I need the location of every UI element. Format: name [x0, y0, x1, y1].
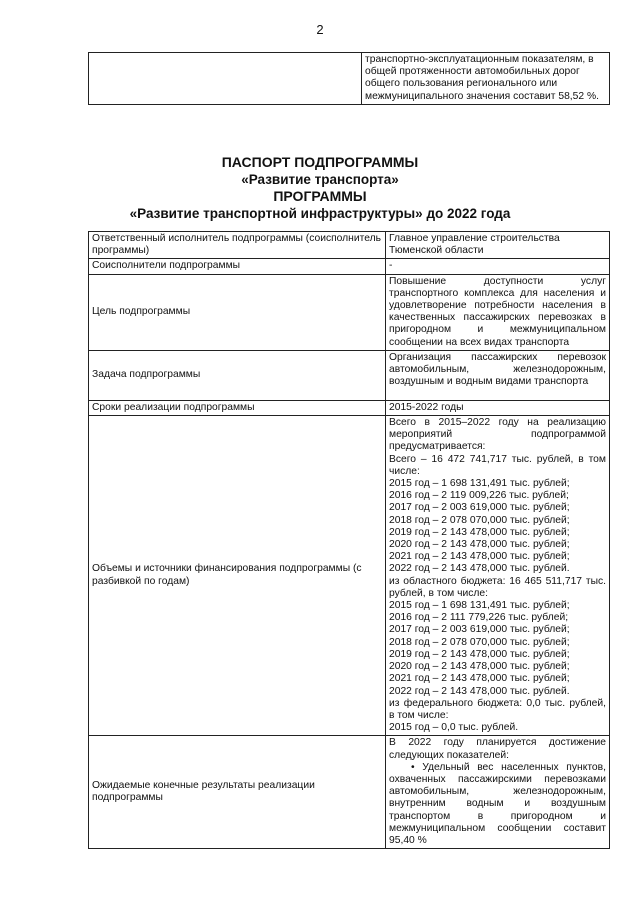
row-label: Задача подпрограммы	[89, 350, 386, 400]
empty-cell	[89, 53, 362, 105]
results-cell	[386, 736, 610, 849]
year-line: 2019 год – 2 143 478,000 тыс. рублей;	[389, 526, 570, 538]
federal-budget: из федерального бюджета: 0,0 тыс. рублей, в том числе:	[389, 697, 606, 721]
year-line: 2018 год – 2 078 070,000 тыс. рублей;	[389, 636, 570, 648]
results-bullet: • Удельный вес населенных пунктов, охваченных пассажирскими перевозками автомобильным, железнодорожным, внутренним водным и воздушным транспортом в пригородном и межмуниципальном сообщении составит 95,40 %	[389, 761, 606, 846]
row-value: Организация пассажирских перевозок автомобильным, железнодорожным, воздушным и водным видами транспорта	[386, 350, 610, 400]
title-line-3: ПРОГРАММЫ	[273, 188, 367, 204]
row-value: 2015-2022 годы	[386, 400, 610, 415]
table-row	[89, 259, 610, 274]
year-line: 2022 год – 2 143 478,000 тыс. рублей.	[389, 563, 570, 575]
page-number: 2	[316, 22, 324, 37]
row-label: Ответственный исполнитель подпрограммы (соисполнитель программы)	[89, 232, 386, 259]
year-line: 2016 год – 2 119 009,226 тыс. рублей;	[389, 490, 569, 502]
year-line: 2021 год – 2 143 478,000 тыс. рублей;	[389, 673, 570, 685]
results-intro: В 2022 году планируется достижение следующих показателей:	[389, 737, 606, 761]
passport-table	[88, 231, 610, 849]
row-value: Повышение доступности услуг транспортного комплекса для населения и удовлетворение потребности населения в качественных пассажирских перевозках в пригородном и межмуниципальном сообщении на всех видах транспорта	[386, 274, 610, 350]
row-label: Объемы и источники финансирования подпрограммы (с разбивкой по годам)	[89, 416, 386, 736]
year-line: 2016 год – 2 111 779,226 тыс. рублей;	[389, 612, 569, 624]
table-row	[89, 274, 610, 350]
table-row	[89, 350, 610, 400]
year-line: 2015 год – 1 698 131,491 тыс. рублей;	[389, 478, 570, 490]
continuation-text: транспортно-эксплуатационным показателям, в общей протяженности автомобильных дорог общего пользования регионального или межмуниципального значения составит 58,52 %.	[362, 53, 610, 105]
row-label: Цель подпрограммы	[89, 274, 386, 350]
table-row	[89, 53, 610, 105]
year-line: 2017 год – 2 003 619,000 тыс. рублей;	[389, 502, 570, 514]
title-line-1: ПАСПОРТ ПОДПРОГРАММЫ	[221, 154, 419, 170]
year-line: 2020 год – 2 143 478,000 тыс. рублей;	[389, 539, 570, 551]
year-line: 2017 год – 2 003 619,000 тыс. рублей;	[389, 624, 570, 636]
year-line: 2021 год – 2 143 478,000 тыс. рублей;	[389, 551, 570, 563]
year-line: 2020 год – 2 143 478,000 тыс. рублей;	[389, 661, 570, 673]
financing-total: Всего – 16 472 741,717 тыс. рублей, в том числе:	[389, 453, 606, 477]
regional-budget: из областного бюджета: 16 465 511,717 тыс. рублей, в том числе:	[389, 575, 606, 599]
table-row	[89, 232, 610, 259]
document-title	[0, 154, 640, 222]
year-line: 2022 год – 2 143 478,000 тыс. рублей.	[389, 685, 570, 697]
year-line: 2015 год – 1 698 131,491 тыс. рублей;	[389, 600, 570, 612]
row-label: Ожидаемые конечные результаты реализации подпрограммы	[89, 736, 386, 849]
row-label: Сроки реализации подпрограммы	[89, 400, 386, 415]
table-row	[89, 416, 610, 736]
year-line: 2018 год – 2 078 070,000 тыс. рублей;	[389, 514, 570, 526]
financing-cell	[386, 416, 610, 736]
table-row	[89, 736, 610, 849]
row-value: -	[386, 259, 610, 274]
year-line: 2015 год – 0,0 тыс. рублей.	[389, 722, 519, 734]
title-line-2: «Развитие транспорта»	[241, 172, 399, 187]
title-line-4: «Развитие транспортной инфраструктуры» до 2022 года	[129, 206, 511, 221]
year-line: 2019 год – 2 143 478,000 тыс. рублей;	[389, 648, 570, 660]
row-value: Главное управление строительства Тюменской области	[386, 232, 610, 259]
row-label: Соисполнители подпрограммы	[89, 259, 386, 274]
continuation-table	[88, 52, 610, 105]
financing-intro: Всего в 2015–2022 году на реализацию мероприятий подпрограммой предусматривается:	[389, 417, 606, 453]
table-row	[89, 400, 610, 415]
